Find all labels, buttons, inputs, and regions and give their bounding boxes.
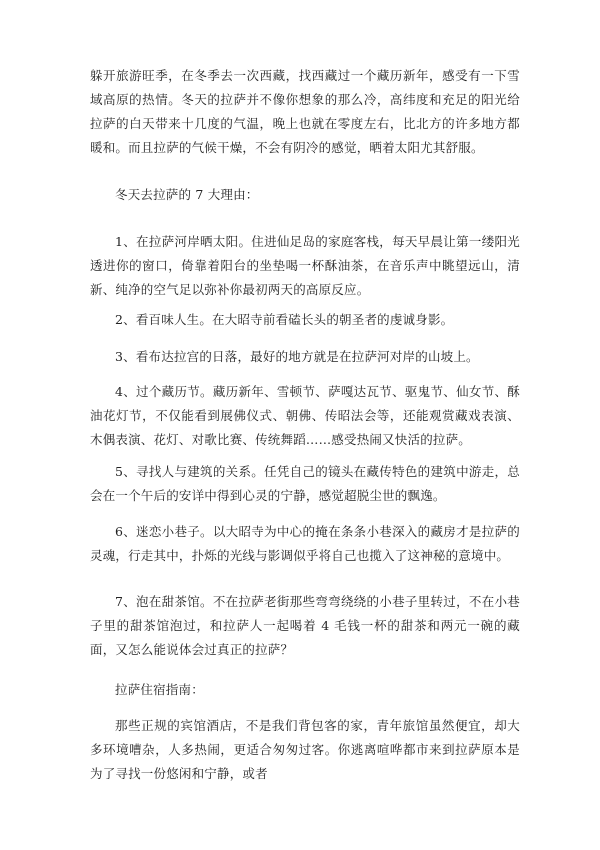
intro-paragraph: 躲开旅游旺季，在冬季去一次西藏，找西藏过一个藏历新年，感受有一下雪域高原的热情。冬天的拉萨并不像你想象的那么冷，高纬度和充足的阳光给拉萨的白天带来十几度的气温，晚上也就在零度左右，比北方的许多地方都暖和。而且拉萨的气候干燥，不会有阴冷的感觉，晒着太阳尤其舒服。 [90, 68, 520, 155]
reason-6-paragraph: 6、迷恋小巷子。以大昭寺为中心的掩在条条小巷深入的藏房才是拉萨的灵魂，行走其中，扑烁的光线与影调似乎将自己也揽入了这神秘的意境中。 [90, 524, 520, 563]
reason-1-paragraph: 1、在拉萨河岸晒太阳。住进仙足岛的家庭客栈，每天早晨让第一缕阳光透进你的窗口，倚靠着阳台的坐垫喝一杯酥油茶，在音乐声中眺望远山，清新、纯净的空气足以弥补你最初两天的高原反应。 [90, 234, 520, 297]
lodging-paragraph: 那些正规的宾馆酒店，不是我们背包客的家，青年旅馆虽然便宜，却大多环境嘈杂，人多热闹，更适合匆匆过客。你逃离喧哗都市来到拉萨原本是为了寻找一份悠闲和宁静，或者 [90, 718, 520, 781]
reason-5-paragraph: 5、寻找人与建筑的关系。任凭自己的镜头在藏传特色的建筑中游走，总会在一个午后的安详中得到心灵的宁静，感觉超脱尘世的飘逸。 [90, 464, 520, 503]
reason-4-paragraph: 4、过个藏历节。藏历新年、雪顿节、萨嘎达瓦节、驱鬼节、仙女节、酥油花灯节，不仅能看到展佛仪式、朝佛、传昭法会等，还能观赏藏戏表演、木偶表演、花灯、对歌比赛、传统舞蹈……感受热闹又快活的拉萨。 [90, 384, 520, 447]
reason-7-paragraph: 7、泡在甜茶馆。不在拉萨老街那些弯弯绕绕的小巷子里转过，不在小巷子里的甜茶馆泡过，和拉萨人一起喝着 4 毛钱一杯的甜茶和两元一碗的藏面，又怎么能说体会过真正的拉萨？ [90, 594, 520, 657]
reason-3-paragraph: 3、看布达拉宫的日落，最好的地方就是在拉萨河对岸的山坡上。 [115, 349, 479, 364]
reasons-heading: 冬天去拉萨的 7 大理由： [115, 187, 259, 202]
lodging-heading: 拉萨住宿指南： [115, 682, 204, 697]
reason-2-paragraph: 2、看百味人生。在大昭寺前看磕长头的朝圣者的虔诚身影。 [115, 312, 454, 327]
